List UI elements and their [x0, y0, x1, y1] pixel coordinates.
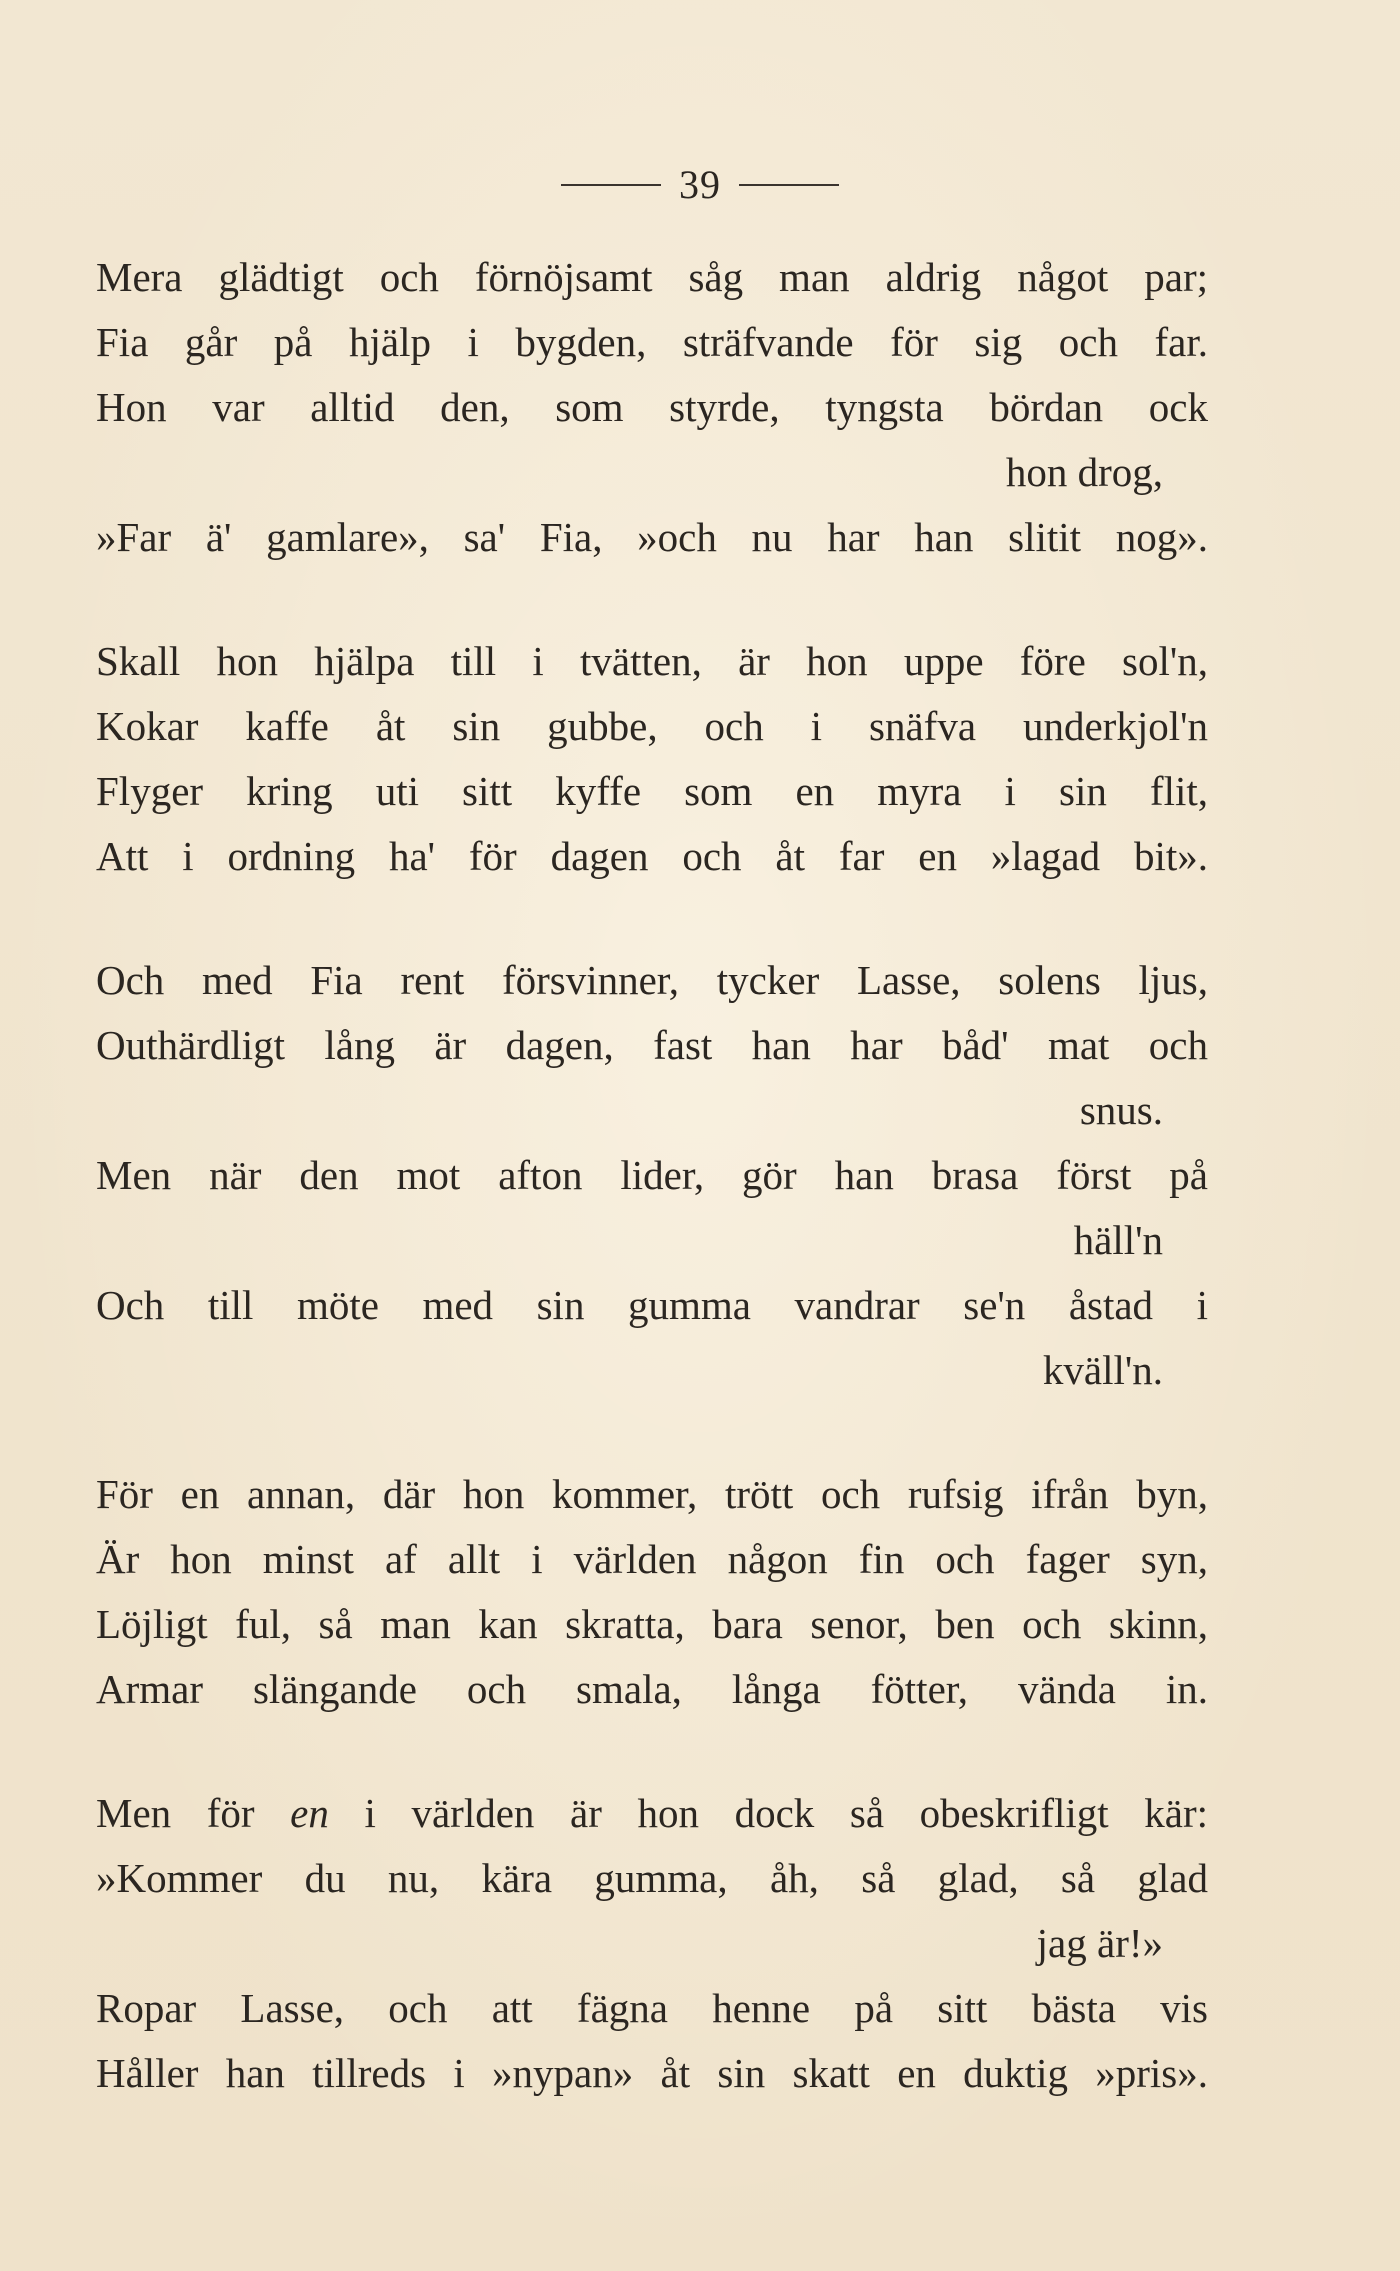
stanza	[96, 629, 1208, 889]
emphasized-word: en	[290, 1790, 329, 1836]
poem-line-continuation: häll'n	[1073, 1217, 1163, 1263]
poem-line: Mera glädtigt och förnöjsamt såg man aldrig något par;	[96, 254, 1208, 300]
poem-body	[96, 245, 1208, 2165]
poem-line: Hon var alltid den, som styrde, tyngsta bördan ock	[96, 384, 1208, 430]
stanza	[96, 1462, 1208, 1722]
poem-line: Armar slängande och smala, långa fötter, vända in.	[96, 1666, 1208, 1712]
stanza	[96, 1781, 1208, 2106]
poem-line: Men när den mot afton lider, gör han brasa först på	[96, 1152, 1208, 1198]
header-rule-right	[739, 184, 839, 186]
page-header	[0, 160, 1400, 210]
poem-line: »Kommer du nu, kära gumma, åh, så glad, så glad	[96, 1855, 1208, 1901]
poem-line: För en annan, där hon kommer, trött och rufsig ifrån byn,	[96, 1471, 1208, 1517]
header-rule-left	[561, 184, 661, 186]
poem-line: Håller han tillreds i »nypan» åt sin skatt en duktig »pris».	[96, 2050, 1208, 2096]
poem-line-continuation: kväll'n.	[1042, 1347, 1163, 1393]
poem-line: Outhärdligt lång är dagen, fast han har båd' mat och	[96, 1022, 1208, 1068]
poem-line-continuation: snus.	[1079, 1087, 1163, 1133]
poem-line: »Far ä' gamlare», sa' Fia, »och nu har han slitit nog».	[96, 514, 1208, 560]
poem-line: Och till möte med sin gumma vandrar se'n åstad i	[96, 1282, 1208, 1328]
poem-line-continuation: jag är!»	[1036, 1920, 1163, 1966]
stanza	[96, 948, 1208, 1403]
poem-line: Och med Fia rent försvinner, tycker Lasse, solens ljus,	[96, 957, 1208, 1003]
poem-line: Är hon minst af allt i världen någon fin och fager syn,	[96, 1536, 1208, 1582]
poem-line: Löjligt ful, så man kan skratta, bara senor, ben och skinn,	[96, 1601, 1208, 1647]
stanza	[96, 245, 1208, 570]
poem-line: Ropar Lasse, och att fägna henne på sitt bästa vis	[96, 1985, 1208, 2031]
poem-line: Kokar kaffe åt sin gubbe, och i snäfva underkjol'n	[96, 703, 1208, 749]
poem-line: Skall hon hjälpa till i tvätten, är hon uppe före sol'n,	[96, 638, 1208, 684]
poem-line: Flyger kring uti sitt kyffe som en myra i sin flit,	[96, 768, 1208, 814]
poem-line: Fia går på hjälp i bygden, sträfvande för sig och far.	[96, 319, 1208, 365]
poem-line: Att i ordning ha' för dagen och åt far en »lagad bit».	[96, 833, 1208, 879]
page-number: 39	[679, 162, 721, 207]
poem-line-continuation: hon drog,	[1005, 449, 1163, 495]
poem-line: Men för en i världen är hon dock så obeskrifligt kär:	[96, 1790, 1208, 1836]
